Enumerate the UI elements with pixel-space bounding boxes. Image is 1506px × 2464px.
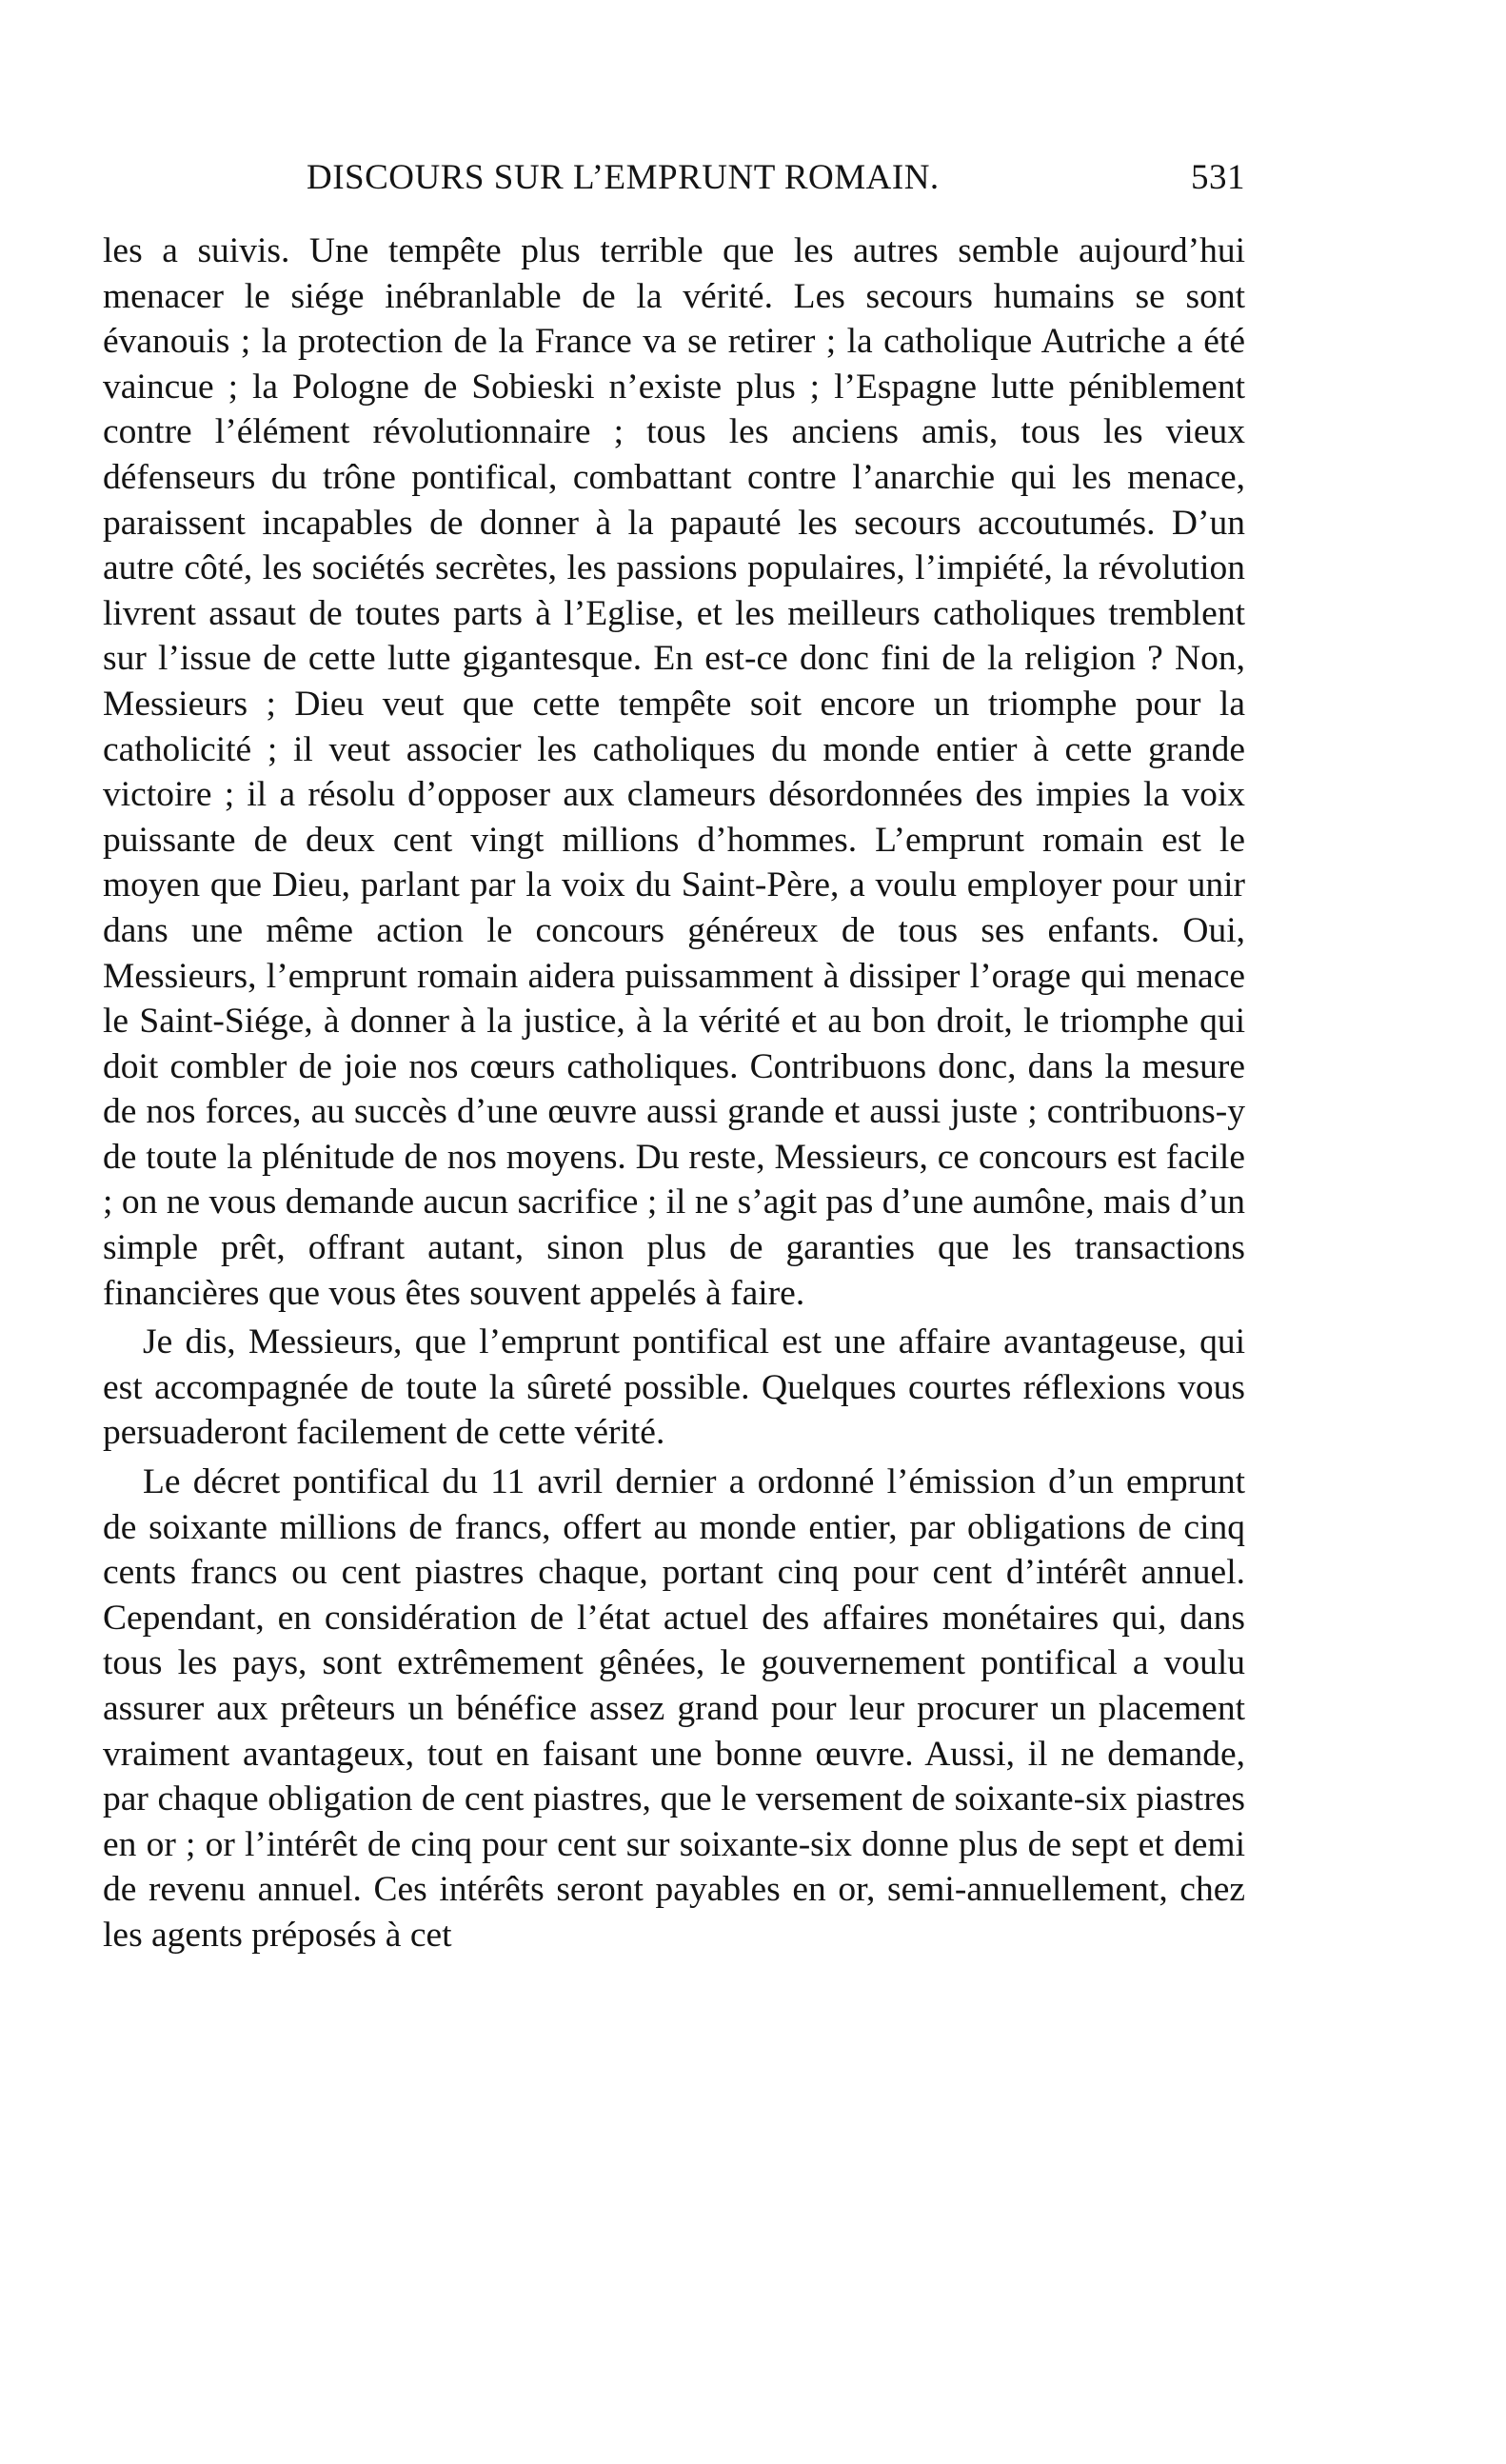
paragraph: Le décret pontifical du 11 avril dernier a ordonné l’émission d’un emprunt de soixante millions de francs, offert au monde entier, par obligations de cinq cents francs ou cent piastres chaque, portant cinq pour cent d’intérêt annuel. Cependant, en considération de l’état actuel des affaires monétaires qui, dans tous les pays, sont extrêmement gênées, le gouvernement pontifical a voulu assurer aux prêteurs un bénéfice assez grand pour leur procurer un placement vraiment avantageux, tout en faisant une bonne œuvre. Aussi, il ne demande, par chaque obligation de cent piastres, que le versement de soixante-six piastres en or ; or l’intérêt de cinq pour cent sur soixante-six donne plus de sept et demi de revenu annuel. Ces intérêts seront payables en or, semi-annuellement, chez les agents préposés à cet	[103, 1462, 1245, 1955]
body-text	[103, 229, 1245, 1962]
running-title: DISCOURS SUR L’EMPRUNT ROMAIN.	[307, 158, 940, 197]
paragraph-continued: les a suivis. Une tempête plus terrible que les autres semble aujourd’hui menacer le siége inébranlable de la vérité. Les secours humains se sont évanouis ; la protection de la France va se retirer ; la catholique Autriche a été vaincue ; la Pologne de Sobieski n’existe plus ; l’Espagne lutte péniblement contre l’élément révolutionnaire ; tous les anciens amis, tous les vieux défenseurs du trône pontifical, combattant contre l’anarchie qui les menace, paraissent incapables de donner à la papauté les secours accoutumés. D’un autre côté, les sociétés secrètes, les passions populaires, l’impiété, la révolution livrent assaut de toutes parts à l’Eglise, et les meilleurs catholiques tremblent sur l’issue de cette lutte gigantesque. En est-ce donc fini de la religion ? Non, Messieurs ; Dieu veut que cette tempête soit encore un triomphe pour la catholicité ; il veut associer les catholiques du monde entier à cette grande victoire ; il a résolu d’opposer aux clameurs désordonnées des impies la voix puissante de deux cent vingt millions d’hommes. L’emprunt romain est le moyen que Dieu, parlant par la voix du Saint-Père, a voulu employer pour unir dans une même action le concours généreux de tous ses enfants. Oui, Messieurs, l’emprunt romain aidera puissamment à dissiper l’orage qui menace le Saint-Siége, à donner à la justice, à la vérité et au bon droit, le triomphe qui doit combler de joie nos cœurs catholiques. Contribuons donc, dans la mesure de nos forces, au succès d’une œuvre aussi grande et aussi juste ; contribuons-y de toute la plénitude de nos moyens. Du reste, Messieurs, ce concours est facile ; on ne vous demande aucun sacrifice ; il ne s’agit pas d’une aumône, mais d’un simple prêt, offrant autant, sinon plus de garanties que les transactions financières que vous êtes souvent appelés à faire.	[103, 231, 1245, 1313]
paragraph: Je dis, Messieurs, que l’emprunt pontifical est une affaire avantageuse, qui est accompagnée de toute la sûreté possible. Quelques courtes réflexions vous persuaderont facilement de cette vérité.	[103, 1322, 1245, 1453]
page-number: 531	[1191, 158, 1245, 197]
running-head	[103, 154, 1245, 202]
